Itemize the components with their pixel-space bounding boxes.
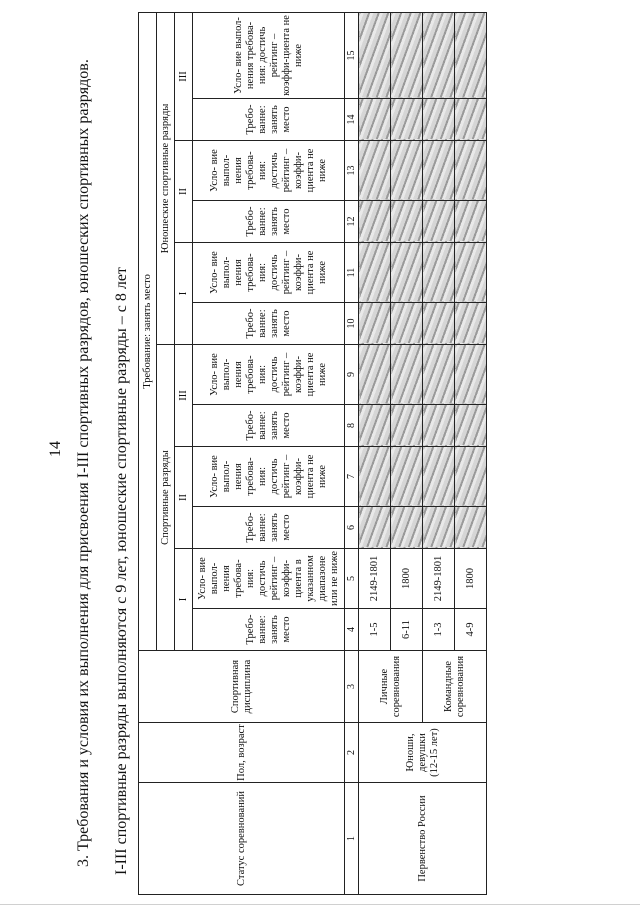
column-number: 2 [345, 723, 359, 783]
empty-cell [455, 405, 487, 447]
table-row [359, 12, 391, 894]
empty-cell [455, 141, 487, 201]
cond-rating-cell: Усло- вие выпол-нения требова-ния: достичь рейтинг – коэффи-циента не ниже [193, 141, 345, 201]
empty-cell [359, 507, 391, 549]
empty-cell [455, 99, 487, 141]
req-place-cell: Требо-ванне: занять место [193, 405, 345, 447]
section-subtitle: I-III спортивные разряды выполняются с 9 лет, юношеские спортивные разряды – с 8 лет [113, 267, 130, 875]
empty-cell [423, 201, 455, 243]
empty-cell [423, 447, 455, 507]
header-sport-ranks: Спортивные разряды [157, 345, 175, 651]
column-number: 4 [345, 609, 359, 651]
empty-cell [359, 141, 391, 201]
place-cell: 6-11 [391, 609, 423, 651]
rank-label: I [175, 243, 193, 345]
column-number: 5 [345, 549, 359, 609]
empty-cell [359, 99, 391, 141]
empty-cell [359, 243, 391, 303]
place-cell: 1-5 [359, 609, 391, 651]
rating-cell: 2149-1801 [359, 549, 391, 609]
header-sex-age: Пол, возраст [139, 723, 345, 783]
empty-cell [423, 141, 455, 201]
column-number: 7 [345, 447, 359, 507]
req-place-cell: Требо-ванне: занять место [193, 99, 345, 141]
header-discipline: Спортивная дисциплина [139, 651, 345, 723]
column-number: 11 [345, 243, 359, 303]
empty-cell [455, 303, 487, 345]
empty-cell [391, 141, 423, 201]
empty-cell [391, 243, 423, 303]
empty-cell [391, 12, 423, 98]
column-number: 13 [345, 141, 359, 201]
empty-cell [423, 405, 455, 447]
empty-cell [455, 201, 487, 243]
cond-rating-cell: Усло- вие выпол-нения требова-ния: достичь рейтинг – коэффи-циента не ниже [193, 345, 345, 405]
empty-cell [391, 201, 423, 243]
column-number: 8 [345, 405, 359, 447]
rating-cell: 1800 [455, 549, 487, 609]
header-status: Статус соревнований [139, 783, 345, 895]
column-number: 10 [345, 303, 359, 345]
empty-cell [391, 405, 423, 447]
req-place-cell: Требо-ванне: занять место [193, 201, 345, 243]
empty-cell [423, 507, 455, 549]
status-cell: Первенство России [359, 783, 487, 895]
sex-age-cell: Юноши, девушки (12-15 лет) [359, 723, 487, 783]
empty-cell [391, 447, 423, 507]
cond-rating-cell: Усло- вие выпол-нения требова-ния: достичь рейтинг – коэффи-циента не ниже [193, 447, 345, 507]
section-title: 3. Требования и условия их выполнения для присвоения I-III спортивных разрядов, юношеских спортивных разрядов. [75, 59, 92, 867]
rank-label: III [175, 12, 193, 140]
empty-cell [359, 405, 391, 447]
empty-cell [455, 447, 487, 507]
empty-cell [391, 345, 423, 405]
rating-cell: 1800 [391, 549, 423, 609]
cond-rating-cell: Усло- вие выпол-нения требова-ния: достичь рейтинг – коэффи-циента не ниже [193, 243, 345, 303]
empty-cell [391, 507, 423, 549]
empty-cell [391, 99, 423, 141]
column-number: 1 [345, 783, 359, 895]
empty-cell [391, 303, 423, 345]
cond-rating-range-cell: Усло- вие выпол-нения требова-ния: достичь рейтинг – коэффи-циента в указанном диапазоне или не ниже [193, 549, 345, 609]
rank-label: I [175, 549, 193, 651]
req-place-cell: Требо-ванне: занять место [193, 609, 345, 651]
rating-cell: 2149-1801 [423, 549, 455, 609]
empty-cell [423, 243, 455, 303]
empty-cell [423, 303, 455, 345]
column-number: 6 [345, 507, 359, 549]
empty-cell [455, 345, 487, 405]
header-requirement: Требование: занять место [139, 12, 157, 650]
empty-cell [359, 303, 391, 345]
rank-label: II [175, 141, 193, 243]
column-number: 3 [345, 651, 359, 723]
discipline-cell: Личные соревнования [359, 651, 423, 723]
empty-cell [455, 243, 487, 303]
column-number: 9 [345, 345, 359, 405]
column-number: 14 [345, 99, 359, 141]
page-number: 14 [47, 441, 64, 457]
column-number: 12 [345, 201, 359, 243]
column-number: 15 [345, 12, 359, 98]
header-youth-ranks: Юношеские спортивные разряды [157, 12, 175, 344]
empty-cell [359, 201, 391, 243]
discipline-cell: Командные соревнования [423, 651, 487, 723]
cond-rating-cell: Усло- вие выпол-нения требова-ния: достичь рейтинг – коэффи-циента не ниже [193, 12, 345, 98]
req-place-cell: Требо-ванне: занять место [193, 303, 345, 345]
empty-cell [423, 345, 455, 405]
rank-label: II [175, 447, 193, 549]
place-cell: 4-9 [455, 609, 487, 651]
place-cell: 1-3 [423, 609, 455, 651]
rank-label: III [175, 345, 193, 447]
empty-cell [455, 507, 487, 549]
empty-cell [423, 99, 455, 141]
req-place-cell: Требо-ванне: занять место [193, 507, 345, 549]
empty-cell [359, 447, 391, 507]
empty-cell [423, 12, 455, 98]
empty-cell [455, 12, 487, 98]
empty-cell [359, 345, 391, 405]
empty-cell [359, 12, 391, 98]
requirements-table [138, 12, 487, 895]
